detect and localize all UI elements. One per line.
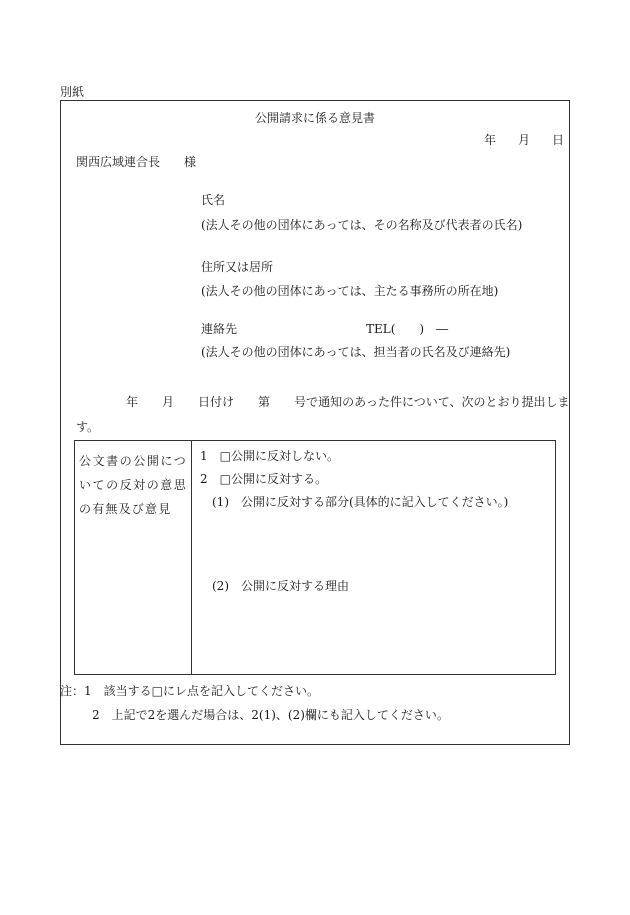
option-objection[interactable]: 2 □公開に反対する。 xyxy=(200,472,327,486)
objection-part-label: (1) 公開に反対する部分(具体的に記入してください。) xyxy=(212,495,509,509)
date-month: 月 xyxy=(518,133,531,147)
name-label: 氏名 xyxy=(201,193,226,207)
addressee: 関西広域連合長 様 xyxy=(76,155,197,169)
notice-number-prefix: 第 xyxy=(258,395,271,409)
table-divider xyxy=(191,441,192,674)
notice-line-2: す。 xyxy=(76,420,100,434)
date-line xyxy=(484,134,564,146)
notice-month: 月 xyxy=(162,395,175,409)
annex-label: 別紙 xyxy=(60,85,85,99)
document-title: 公開請求に係る意見書 xyxy=(254,111,375,125)
date-day: 日 xyxy=(552,133,565,147)
name-note: (法人その他の団体にあっては、その名称及び代表者の氏名) xyxy=(201,218,523,232)
contact-label: 連絡先 xyxy=(201,322,238,336)
notice-year: 年 xyxy=(126,395,139,409)
note-1: 注：1 該当する□にレ点を記入してください。 xyxy=(60,684,319,698)
notice-text: 号で通知のあった件について、次のとおり提出しま xyxy=(294,395,570,409)
notice-date-suffix: 日付け xyxy=(198,395,235,409)
date-year: 年 xyxy=(484,133,497,147)
objection-reason-label: (2) 公開に反対する理由 xyxy=(212,579,349,593)
tel-field: TEL( ) ― xyxy=(366,322,449,336)
address-label: 住所又は居所 xyxy=(201,260,274,274)
option-no-objection[interactable]: 1 □公開に反対しない。 xyxy=(200,449,339,463)
contact-note: (法人その他の団体にあっては、担当者の氏名及び連絡先) xyxy=(201,345,511,359)
note-2: 2 上記で2を選んだ場合は、2(1)、(2)欄にも記入してください。 xyxy=(92,708,449,722)
table-left-header: 公文書の公開についての反対の意思の有無及び意見 xyxy=(79,454,187,516)
address-note: (法人その他の団体にあっては、主たる事務所の所在地) xyxy=(201,284,499,298)
notice-line-1 xyxy=(126,396,569,408)
